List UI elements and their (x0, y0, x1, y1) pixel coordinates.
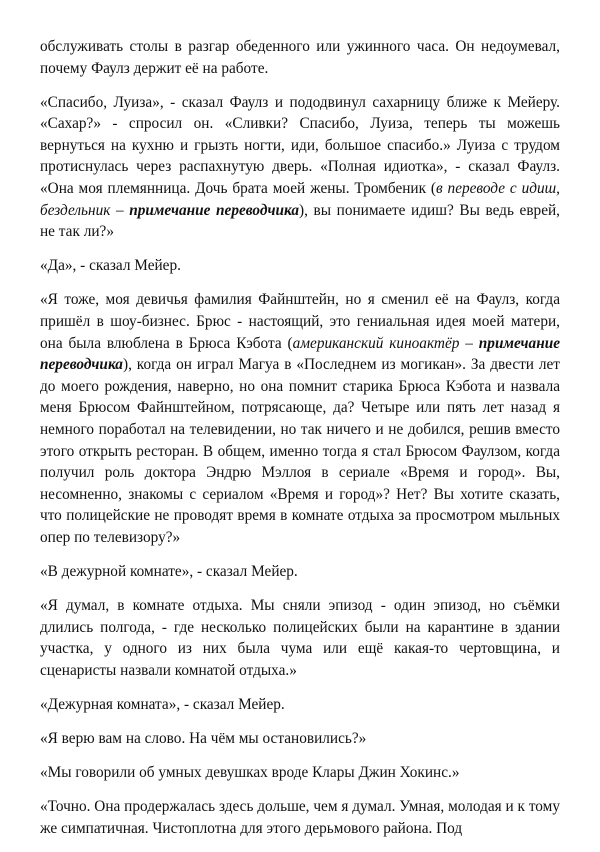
paragraph-3-text: «Да», - сказал Мейер. (40, 257, 181, 275)
paragraph-8-text: «Я верю вам на слово. На чём мы остановились?» (40, 730, 367, 748)
paragraph-5-text: «В дежурной комнате», - сказал Мейер. (40, 563, 298, 581)
paragraph-4 (40, 289, 560, 548)
translator-note-italic: американский киноактёр – (292, 334, 479, 352)
paragraph-10 (40, 796, 560, 839)
paragraph-4-text-b: ), когда он играл Магуа в «Последнем из могикан». За двести лет до моего рождения, наверно, но она помнит старика Брюса Кэбота и назвала меня Брюсом Файнштейном, потрясающе, да? Четыре или пять лет назад я немного поработал на телевидении, но так ничего и не добился, решив вместо этого открыть ресторан. В общем, именно тогда я стал Брюсом Фаулзом, когда получил роль доктора Эндрю Мэллоя в сериале «Время и город». Вы, несомненно, знакомы с сериалом «Время и город»? Нет? Вы хотите сказать, что полицейские не проводят время в комнате отдыха за просмотром мыльных опер по телевизору?» (40, 356, 560, 546)
paragraph-5 (40, 561, 560, 583)
paragraph-9-text: «Мы говорили об умных девушках вроде Клары Джин Хокинс.» (40, 764, 460, 782)
paragraph-9 (40, 762, 560, 784)
paragraph-10-text: «Точно. Она продержалась здесь дольше, чем я думал. Умная, молодая и к тому же симпатичная. Чистоплотна для этого дерьмового района. Под (40, 798, 560, 837)
paragraph-4-text-a: «Я тоже, моя девичья фамилия Файнштейн, но я сменил её на Фаулз, когда пришёл в шоу-бизнес. Брюс - настоящий, это гениальная идея моей матери, она была влюблена в Брюса Кэбота ( (40, 291, 560, 352)
paragraph-8 (40, 728, 560, 750)
translator-note-italic: в переводе с идиш, бездельник – (40, 180, 560, 219)
paragraph-3 (40, 255, 560, 277)
paragraph-2-text-a: «Спасибо, Луиза», - сказал Фаулз и пододвинул сахарницу ближе к Мейеру. «Сахар?» - спросил он. «Сливки? Спасибо, Луиза, теперь ты можешь вернуться на кухню и грызть ногти, иди, большое спасибо.» Луиза с трудом протиснулась через распахнутую дверь. «Полная идиотка», - сказал Фаулз. «Она моя племянница. Дочь брата моей жены. Тромбеник ( (40, 93, 560, 198)
paragraph-2-text-b: ), вы понимаете идиш? Вы ведь еврей, не так ли?» (40, 201, 560, 241)
translator-note-label: примечание переводчика (40, 334, 560, 374)
paragraph-6 (40, 595, 560, 681)
paragraph-7 (40, 694, 560, 716)
paragraph-1 (40, 36, 560, 79)
paragraph-1-text: обслуживать столы в разгар обеденного или ужинного часа. Он недоумевал, почему Фаулз держит её на работе. (40, 38, 560, 77)
paragraph-7-text: «Дежурная комната», - сказал Мейер. (40, 696, 285, 714)
paragraph-6-text: «Я думал, в комнате отдыха. Мы сняли эпизод - один эпизод, но съёмки длились полгода, - где несколько полицейских были на карантине в здании участка, у одного из них была чума или ещё какая-то чертовщина, и сценаристы назвали комнатой отдыха.» (40, 597, 560, 679)
paragraph-2 (40, 92, 560, 243)
translator-note-label: примечание переводчика (129, 201, 300, 219)
